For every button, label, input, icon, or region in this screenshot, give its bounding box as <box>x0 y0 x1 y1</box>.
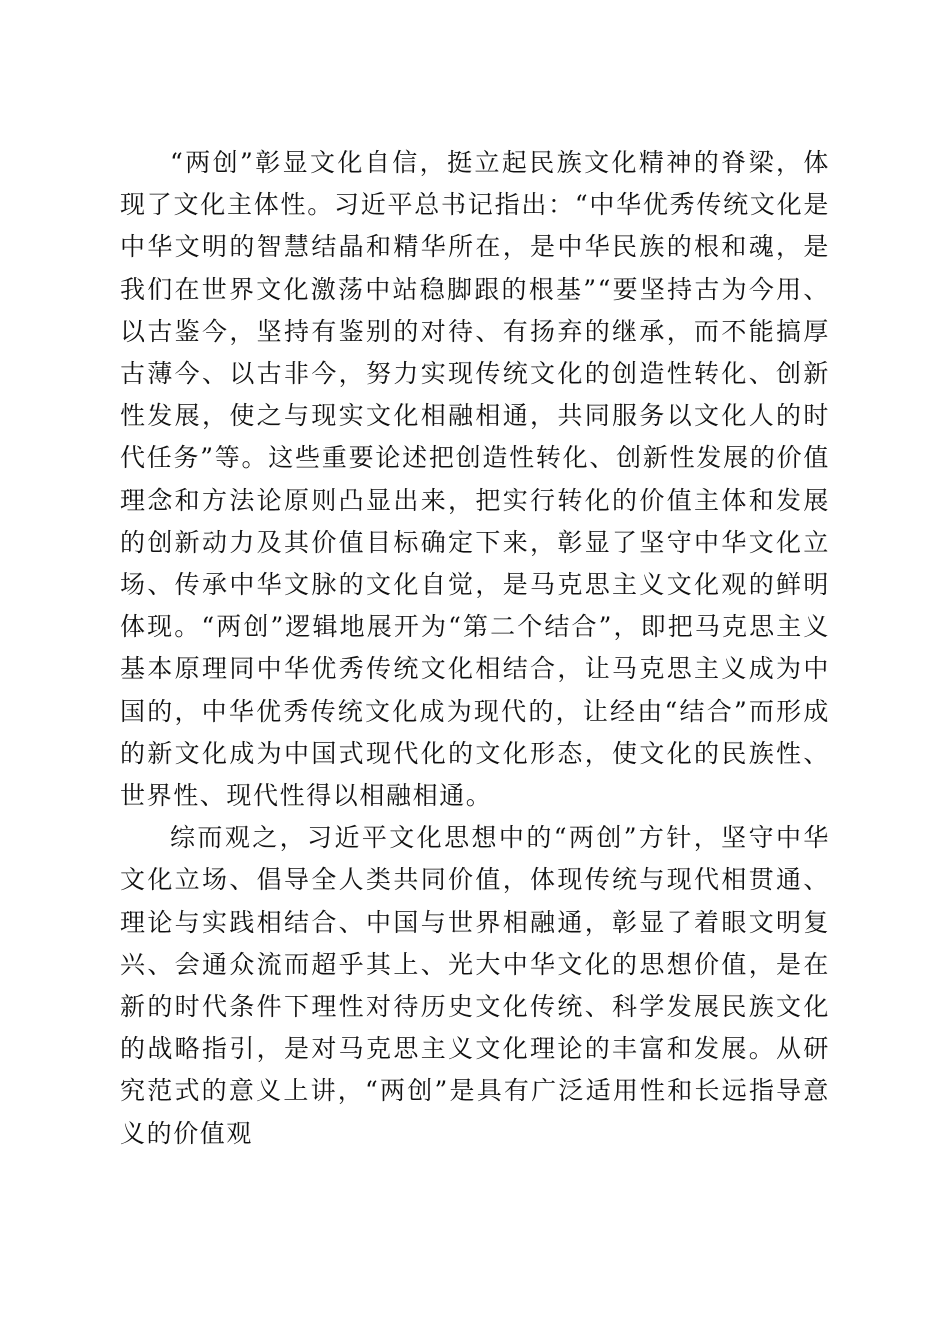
paragraph-summary: 综而观之，习近平文化思想中的“两创”方针，坚守中华文化立场、倡导全人类共同价值，体现传统与现代相贯通、理论与实践相结合、中国与世界相融通，彰显了着眼文明复兴、会通众流而超乎其上、光大中华文化的思想价值，是在新的时代条件下理性对待历史文化传统、科学发展民族文化的战略指引，是对马克思主义文化理论的丰富和发展。从研究范式的意义上讲，“两创”是具有广泛适用性和长远指导意义的价值观 <box>120 823 830 1148</box>
paragraph-liangchuang-cultural-confidence: “两创”彰显文化自信，挺立起民族文化精神的脊梁，体现了文化主体性。习近平总书记指出：“中华优秀传统文化是中华文明的智慧结晶和精华所在，是中华民族的根和魂，是我们在世界文化激荡中站稳脚跟的根基”“要坚持古为今用、以古鉴今，坚持有鉴别的对待、有扬弃的继承，而不能搞厚古薄今、以古非今，努力实现传统文化的创造性转化、创新性发展，使之与现实文化相融相通，共同服务以文化人的时代任务”等。这些重要论述把创造性转化、创新性发展的价值理念和方法论原则凸显出来，把实行转化的价值主体和发展的创新动力及其价值目标确定下来，彰显了坚守中华文化立场、传承中华文脉的文化自觉，是马克思主义文化观的鲜明体现。“两创”逻辑地展开为“第二个结合”，即把马克思主义基本原理同中华优秀传统文化相结合，让马克思主义成为中国的，中华优秀传统文化成为现代的，让经由“结合”而形成的新文化成为中国式现代化的文化形态，使文化的民族性、世界性、现代性得以相融相通。 <box>120 148 830 811</box>
document-body <box>120 142 830 1155</box>
